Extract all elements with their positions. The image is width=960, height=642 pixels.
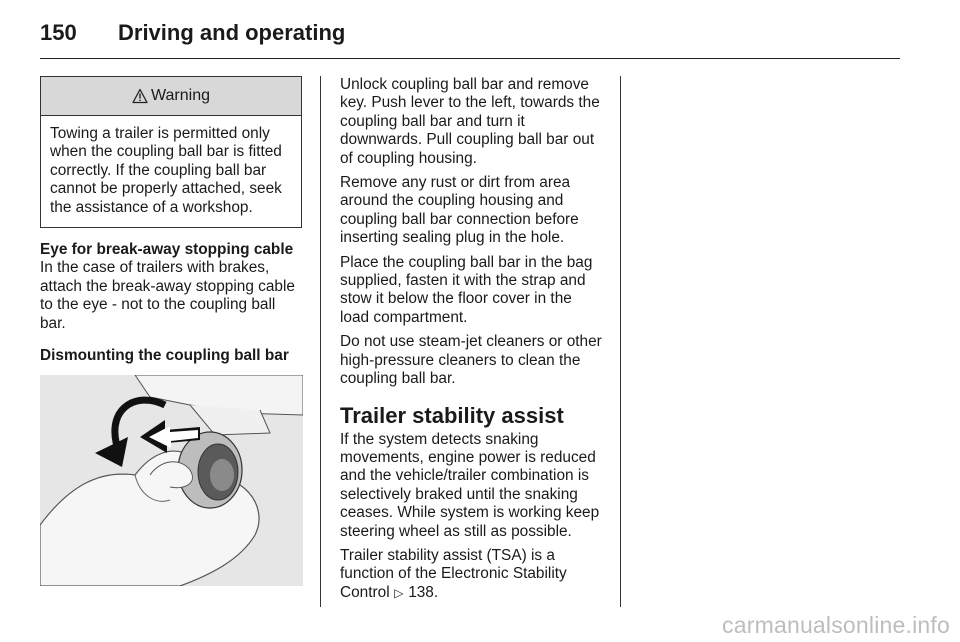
coupling-ball-bar-illustration [40,375,303,586]
tsa-text: Trailer stability assist (TSA) is a function of the Electronic Stability Control [340,546,567,601]
tsa-page-ref[interactable]: 138. [408,583,439,601]
page-reference-icon: ▷ [394,585,404,600]
stow-paragraph: Place the coupling ball bar in the bag supplied, fasten it with the strap and stow it below the floor cover in the load compartment. [340,253,593,326]
page-header [40,18,900,59]
dismount-heading: Dismounting the coupling ball bar [40,347,289,365]
watermark: carmanualsonline.info [722,612,950,638]
eye-paragraph: In the case of trailers with brakes, attach the break-away stopping cable to the eye - not to the coupling ball bar. [40,259,295,332]
warning-title: Warning [151,86,210,104]
right-column [340,76,603,608]
tsa-title: Trailer stability assist [340,402,564,428]
section-title: Driving and operating [118,20,346,45]
warning-box [40,76,302,228]
column-divider-2 [620,76,621,607]
clean-paragraph: Remove any rust or dirt from area around the coupling housing and coupling ball bar connection before inserting sealing plug in the hole. [340,174,579,247]
warning-triangle-icon [132,88,148,104]
warning-body: Towing a trailer is permitted only when the coupling ball bar is fitted correctly. If the coupling ball bar cannot be properly attached, seek the assistance of a workshop. [50,125,282,216]
page-number: 150 [40,20,77,45]
left-column [40,76,302,592]
unlock-paragraph: Unlock coupling ball bar and remove key. Push lever to the left, towards the coupling ball bar and turn it downwards. Pull coupling ball bar out of coupling housing. [340,76,600,167]
eye-heading: Eye for break-away stopping cable [40,241,294,259]
tsa-paragraph-1: If the system detects snaking movements, engine power is reduced and the vehicle/trailer combination is selectively braked until the snaking ceases. While system is working keep steering wheel as still as possible. [340,430,600,540]
warning-header [41,77,301,116]
tsa-paragraph-2 [340,547,603,602]
cleaner-paragraph: Do not use steam-jet cleaners or other high-pressure cleaners to clean the coupling ball bar. [340,333,602,388]
column-divider [320,76,321,607]
